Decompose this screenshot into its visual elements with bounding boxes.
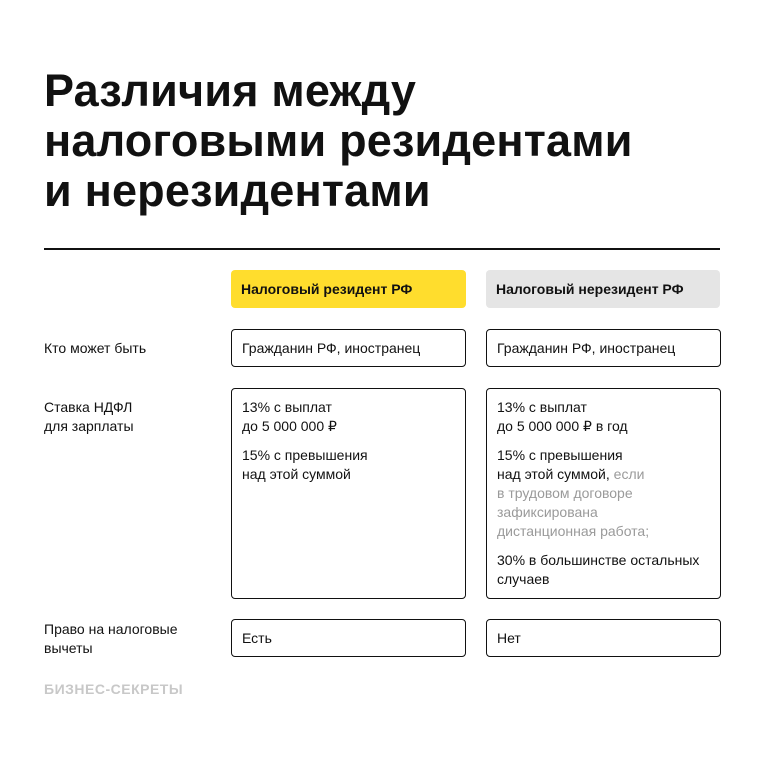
- divider: [44, 248, 720, 250]
- column-header-nonresident: Налоговый нерезидент РФ: [486, 270, 720, 308]
- rate-paragraph: 15% с превышения над этой суммой: [242, 447, 368, 482]
- rate-paragraph: 13% с выплат до 5 000 000 ₽ в год: [497, 399, 628, 434]
- label-line: для зарплаты: [44, 418, 134, 434]
- cell-who-resident: Гражданин РФ, иностранец: [231, 329, 466, 367]
- label-line: вычеты: [44, 640, 93, 656]
- column-header-resident: Налоговый резидент РФ: [231, 270, 466, 308]
- title-line: Различия между: [44, 65, 417, 116]
- cell-deductions-resident: Есть: [231, 619, 466, 657]
- row-label-rate: [44, 398, 214, 436]
- rate-paragraph: 15% с превышения над этой суммой, если в трудовом договоре зафиксирована дистанционная работа;: [497, 447, 650, 539]
- label-line: Ставка НДФЛ: [44, 399, 133, 415]
- cell-who-nonresident: Гражданин РФ, иностранец: [486, 329, 721, 367]
- cell-deductions-nonresident: Нет: [486, 619, 721, 657]
- title-line: налоговыми резидентами: [44, 115, 633, 166]
- row-label-who: Кто может быть: [44, 340, 147, 356]
- brand-logo: БИЗНЕС-СЕКРЕТЫ: [44, 681, 184, 697]
- cell-rate-resident: [231, 388, 466, 599]
- title-line: и нерезидентами: [44, 165, 431, 216]
- cell-rate-nonresident: [486, 388, 721, 599]
- label-line: Право на налоговые: [44, 621, 178, 637]
- row-label-deductions: [44, 620, 214, 658]
- page-title: [44, 66, 633, 216]
- rate-paragraph: 30% в большинстве остальных случаев: [497, 552, 700, 587]
- rate-paragraph: 13% с выплат до 5 000 000 ₽: [242, 399, 337, 434]
